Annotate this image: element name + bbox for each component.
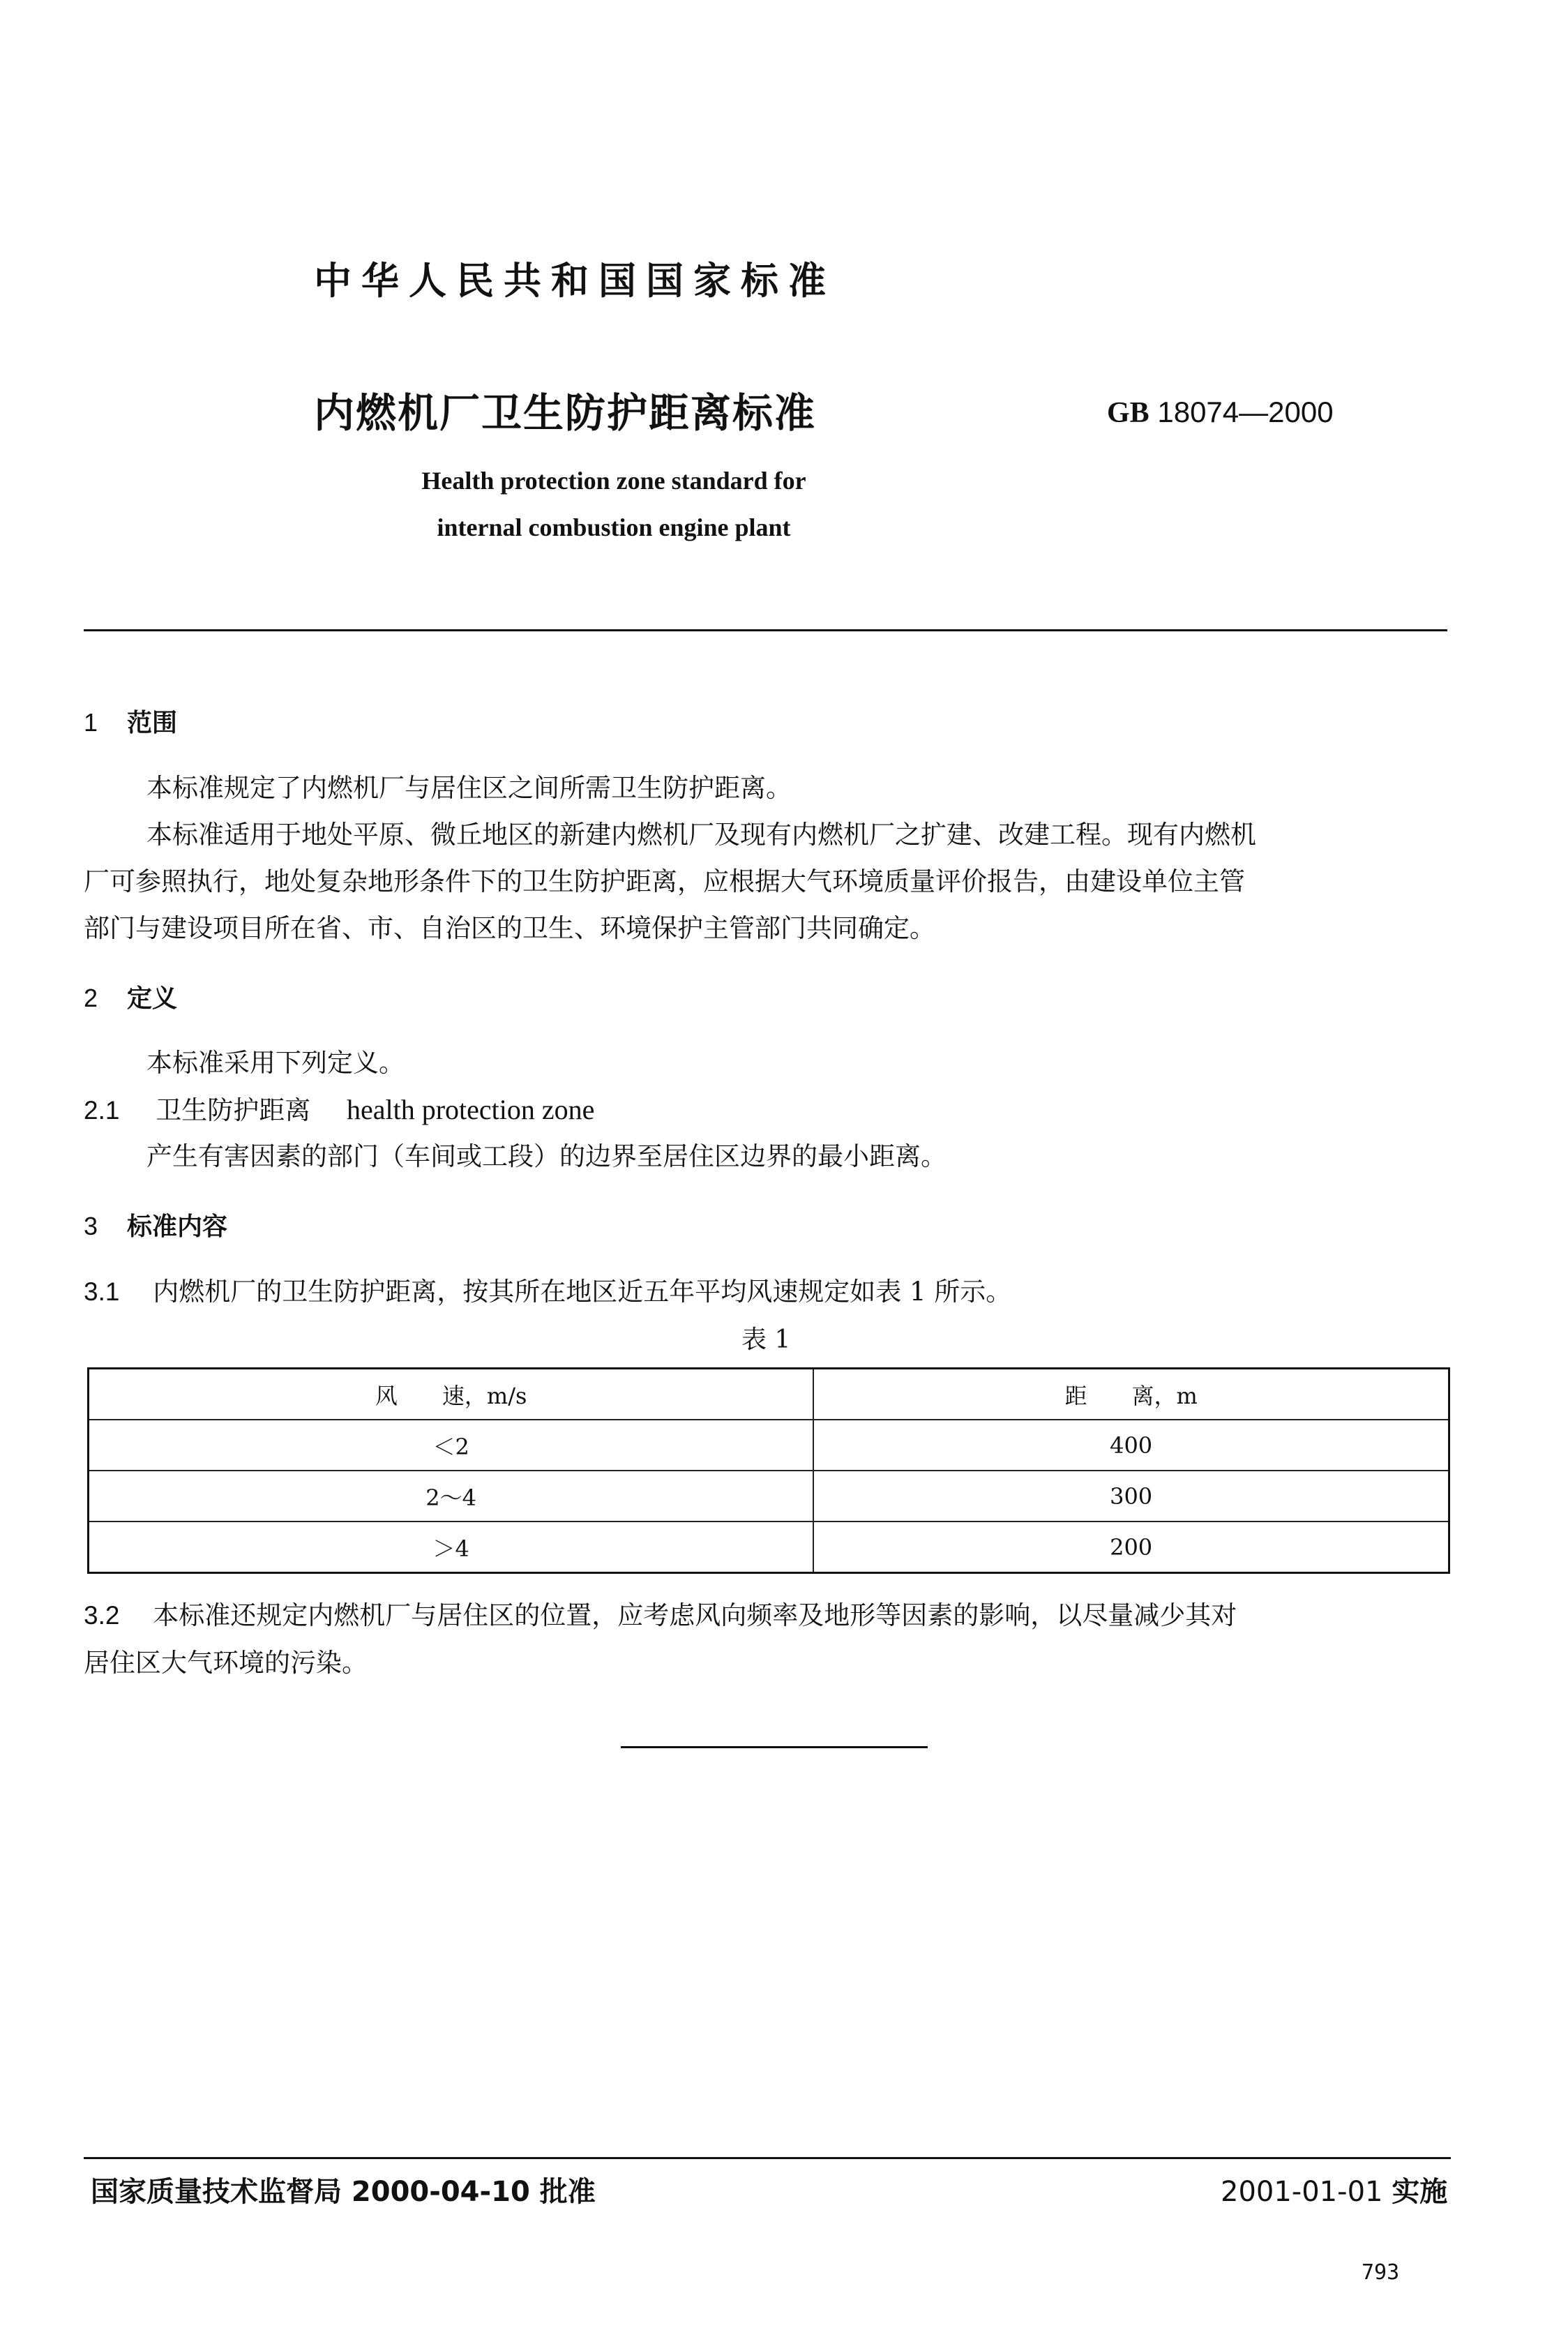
- clause-3-2-line-2: 居住区大气环境的污染。: [84, 1648, 368, 1678]
- section-3-heading: [84, 1207, 227, 1242]
- term-chinese: 卫生防护距离: [156, 1095, 311, 1125]
- clause-number: 3.2: [84, 1601, 120, 1630]
- table-row: [89, 1471, 1449, 1522]
- footer-rule: [84, 2157, 1451, 2159]
- section-number: 2: [84, 984, 98, 1012]
- implementation-line: [1221, 2170, 1447, 2209]
- section-number: 3: [84, 1212, 98, 1240]
- section-title: 标准内容: [127, 1212, 228, 1241]
- clause-3-2-line-1: [84, 1592, 1237, 1639]
- section-title: 定义: [127, 984, 178, 1013]
- section-1-para-2-line-3: 部门与建设项目所在省、市、自治区的卫生、环境保护主管部门共同确定。: [84, 913, 935, 943]
- cell-distance: 300: [813, 1471, 1449, 1522]
- header-rule: [84, 629, 1447, 631]
- cell-wind-speed: ＞4: [89, 1522, 814, 1573]
- end-rule: [621, 1746, 928, 1748]
- clause-3-1: [84, 1268, 1011, 1316]
- distance-table: [87, 1367, 1450, 1574]
- definition-text: 产生有害因素的部门（车间或工段）的边界至居住区边界的最小距离。: [146, 1141, 947, 1171]
- clause-text: 内燃机厂的卫生防护距离，按其所在地区近五年平均风速规定如表 1 所示。: [153, 1277, 1012, 1307]
- standard-code: 18074—2000: [1157, 396, 1334, 428]
- cell-wind-speed: 2～4: [89, 1471, 814, 1522]
- definition-2-1: [84, 1086, 594, 1134]
- clause-number: 3.1: [84, 1277, 120, 1306]
- table-header-row: [89, 1369, 1449, 1420]
- section-2-heading: [84, 979, 177, 1014]
- clause-text: 本标准还规定内燃机厂与居住区的位置，应考虑风向频率及地形等因素的影响，以尽量减少其对: [153, 1600, 1237, 1630]
- standard-number: [1107, 396, 1334, 430]
- clause-number: 2.1: [84, 1096, 120, 1125]
- section-title: 范围: [127, 709, 178, 737]
- section-1-para-1: 本标准规定了内燃机厂与居住区之间所需卫生防护距离。: [146, 773, 792, 803]
- table-caption: 表 1: [741, 1325, 791, 1354]
- cell-distance: 400: [813, 1420, 1449, 1471]
- approval-line: 国家质量技术监督局 2000-04-10 批准: [91, 2176, 596, 2208]
- term-english: health protection zone: [346, 1094, 595, 1125]
- table-row: [89, 1522, 1449, 1573]
- header-wind-speed: 风 速，m/s: [89, 1369, 814, 1420]
- section-1-para-2-line-1: 本标准适用于地处平原、微丘地区的新建内燃机厂及现有内燃机厂之扩建、改建工程。现有内燃机: [146, 820, 1256, 850]
- header-distance: 距 离，m: [813, 1369, 1449, 1420]
- national-standard-title: 中华人民共和国国家标准: [314, 259, 836, 303]
- cell-distance: 200: [813, 1522, 1449, 1573]
- cell-wind-speed: ＜2: [89, 1420, 814, 1471]
- table-row: [89, 1420, 1449, 1471]
- implementation-date: 2001-01-01: [1221, 2176, 1383, 2208]
- english-title-line1: Health protection zone standard for: [421, 467, 806, 495]
- standard-prefix: GB: [1107, 397, 1149, 429]
- english-title-line2: internal combustion engine plant: [437, 513, 791, 541]
- document-title: 内燃机厂卫生防护距离标准: [314, 389, 817, 437]
- implementation-label: 实施: [1392, 2176, 1448, 2208]
- section-2-para-1: 本标准采用下列定义。: [146, 1048, 405, 1078]
- page-number: 793: [1362, 2260, 1400, 2285]
- section-1-heading: [84, 703, 177, 739]
- section-1-para-2-line-2: 厂可参照执行，地处复杂地形条件下的卫生防护距离，应根据大气环境质量评价报告，由建设单位主管: [84, 866, 1245, 896]
- section-number: 1: [84, 708, 98, 737]
